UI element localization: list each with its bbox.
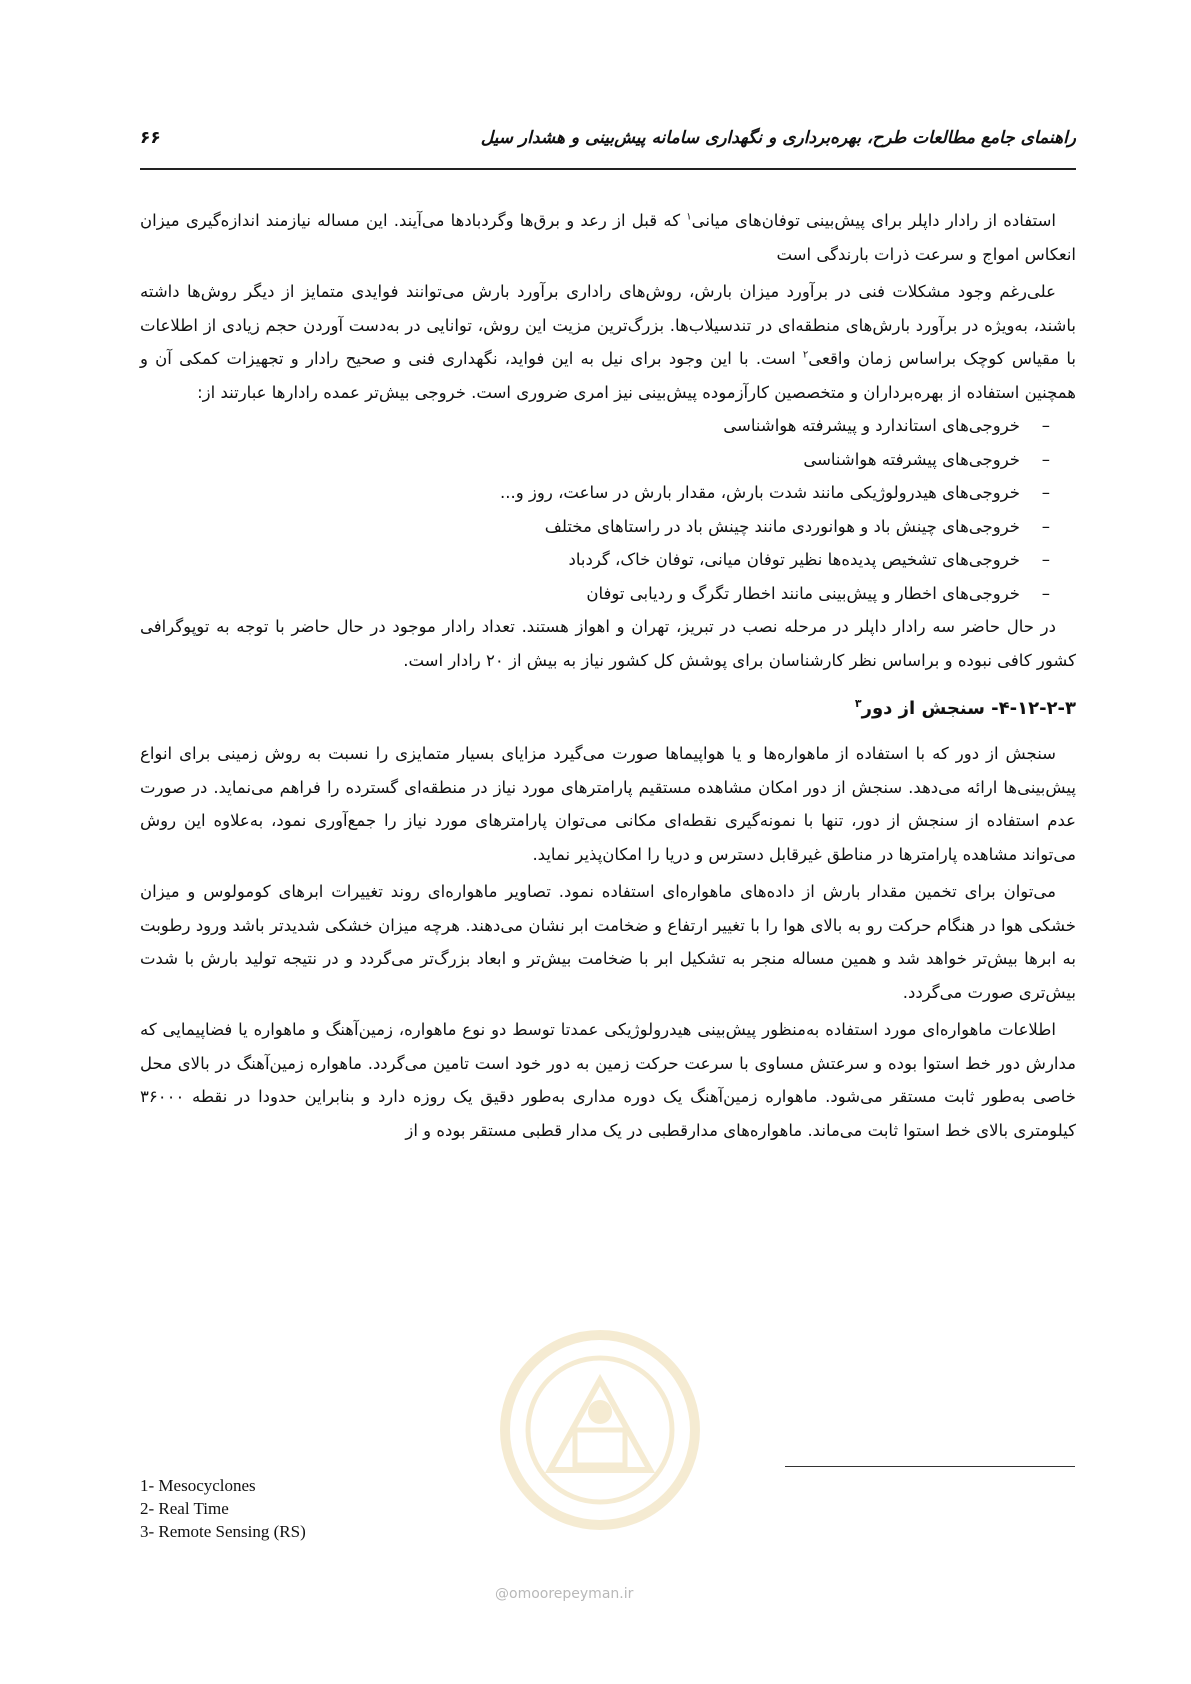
list-item: – خروجی‌های پیشرفته هواشناسی — [140, 443, 1050, 477]
bullet-dash: – — [1041, 516, 1050, 536]
watermark-seal-icon — [480, 1320, 720, 1560]
section-heading: ۴-۱۲-۲-۳- سنجش از دور$^۳$ — [854, 697, 1076, 719]
list-item: – خروجی‌های هیدرولوژیکی مانند شدت بارش، مقدار بارش در ساعت، روز و... — [140, 476, 1050, 510]
footnote-ref-2[interactable]: ۲ — [802, 349, 809, 361]
footnote-ref-1[interactable]: ۱ — [686, 211, 692, 223]
footnote-1: 1- Mesocyclones — [140, 1476, 256, 1495]
bullet-dash: – — [1041, 483, 1050, 502]
page-header — [140, 128, 1076, 170]
list-item: – خروجی‌های چینش باد و هوانوردی مانند چینش باد در راستاهای مختلف — [140, 510, 1050, 544]
list-item: – خروجی‌های استاندارد و پیشرفته هواشناسی — [140, 409, 1050, 443]
running-title: راهنمای جامع مطالعات طرح، بهره‌برداری و نگهداری سامانه پیش‌بینی و هشدار سیل — [480, 128, 1076, 148]
page-number: ۶۶ — [140, 128, 161, 148]
footnote-divider — [785, 1466, 1075, 1467]
paragraph-doppler-radar: استفاده از رادار داپلر برای پیش‌بینی توفان‌های میانی$^۱$ که قبل از رعد و برق‌ها وگردبادها می‌آیند. این مساله نیازمند اندازه‌گیری میزان انعکاس امواج و سرعت ذرات بارندگی است — [140, 211, 1076, 264]
watermark-text: @omoorepeyman.ir — [495, 1586, 634, 1602]
bullet-dash: – — [1041, 449, 1050, 469]
bullet-dash: – — [1041, 550, 1050, 569]
bullet-dash: – — [1041, 416, 1050, 435]
paragraph-radar-status: در حال حاضر سه رادار داپلر در مرحله نصب در تبریز، تهران و اهواز هستند. تعداد رادار موجود در حال حاضر با توجه به توپوگرافی کشور کافی نبوده و براساس نظر کارشناسان برای پوشش کل کشور نیاز به بیش از ۲۰ رادار است. — [140, 617, 1076, 670]
list-item: – خروجی‌های اخطار و پیش‌بینی مانند اخطار تگرگ و ردیابی توفان — [140, 577, 1050, 611]
footnotes — [140, 1474, 306, 1543]
paragraph-radar-advantages: علی‌رغم وجود مشکلات فنی در برآورد میزان بارش، روش‌های راداری برآورد بارش می‌توانند فوایدی متمایز از دیگر روش‌ها داشته باشند، به‌ویژه در برآورد بارش‌های منطقه‌ای در تندسیلاب‌ها. بزرگ‌ترین مزیت این روش، توانایی در به‌دست آوردن حجم زیادی از اطلاعات با مقیاس کوچک براساس زمان واقعی$^۲$ است. با این وجود برای نیل به این فواید، نگهداری فنی و صحیح رادار و تجهیزات کمکی آن و همچنین استفاده از بهره‌برداران و متخصصین کارآزموده پیش‌بینی نیز امری ضروری است. خروجی بیش‌تر عمده رادارها عبارتند از: — [140, 282, 1076, 402]
footnote-3: 3- Remote Sensing (RS) — [140, 1522, 306, 1541]
paragraph-satellite-precipitation: می‌توان برای تخمین مقدار بارش از داده‌های ماهواره‌ای استفاده نمود. تصاویر ماهواره‌ای روند تغییرات ابرهای کومولوس و میزان خشکی هوا در هنگام حرکت رو به بالای هوا را با تغییر ارتفاع و ضخامت ابر نشان می‌دهند. هرچه میزان خشکی شدیدتر باشد ورود رطوبت به ابرها بیش‌تر خواهد شد و همین مساله منجر به تشکیل ابر با ضخامت بیش‌تر و ابعاد بزرگ‌تر می‌گردد و در نتیجه تولید بارش با شدت بیش‌تری صورت می‌گردد. — [140, 882, 1076, 1002]
body-text — [140, 204, 1076, 1147]
paragraph-satellite-types: اطلاعات ماهواره‌ای مورد استفاده به‌منظور پیش‌بینی هیدرولوژیکی عمدتا توسط دو نوع ماهواره، زمین‌آهنگ و ماهواره یا فضاپیمایی که مدارش دور خط استوا بوده و سرعتش مساوی با سرعت حرکت زمین به دور خود است تامین می‌گردد. ماهواره زمین‌آهنگ در بالای محل خاصی به‌طور ثابت مستقر می‌شود. ماهواره زمین‌آهنگ یک دوره مداری به‌طور دقیق یک روزه دارد و بنابراین حدودا در نقطه ۳۶۰۰۰ کیلومتری بالای خط استوا ثابت می‌ماند. ماهواره‌های مدارقطبی در یک مدار قطبی مستقر بوده و از — [140, 1020, 1076, 1140]
list-item: – خروجی‌های تشخیص پدیده‌ها نظیر توفان میانی، توفان خاک، گردباد — [140, 543, 1050, 577]
paragraph-remote-sensing-intro: سنجش از دور که با استفاده از ماهواره‌ها و یا هواپیماها صورت می‌گیرد مزایای بسیار متمایزی را نسبت به روش زمینی برای انواع پیش‌بینی‌ها ارائه می‌دهد. سنجش از دور امکان مشاهده مستقیم پارامترهای مورد نیاز در منطقه‌ای گسترده را فراهم می‌نماید. در صورت عدم استفاده از سنجش از دور، تنها با نمونه‌گیری نقطه‌ای مکانی می‌توان پارامترهای مورد نیاز را جمع‌آوری نمود، به‌علاوه این روش می‌تواند مشاهده پارامترها در مناطق غیرقابل دسترس و دریا را امکان‌پذیر نماید. — [140, 744, 1076, 864]
radar-outputs-list — [140, 409, 1076, 610]
footnote-ref-3[interactable]: ۳ — [854, 697, 862, 710]
bullet-dash: – — [1041, 583, 1050, 603]
footnote-2: 2- Real Time — [140, 1499, 229, 1518]
